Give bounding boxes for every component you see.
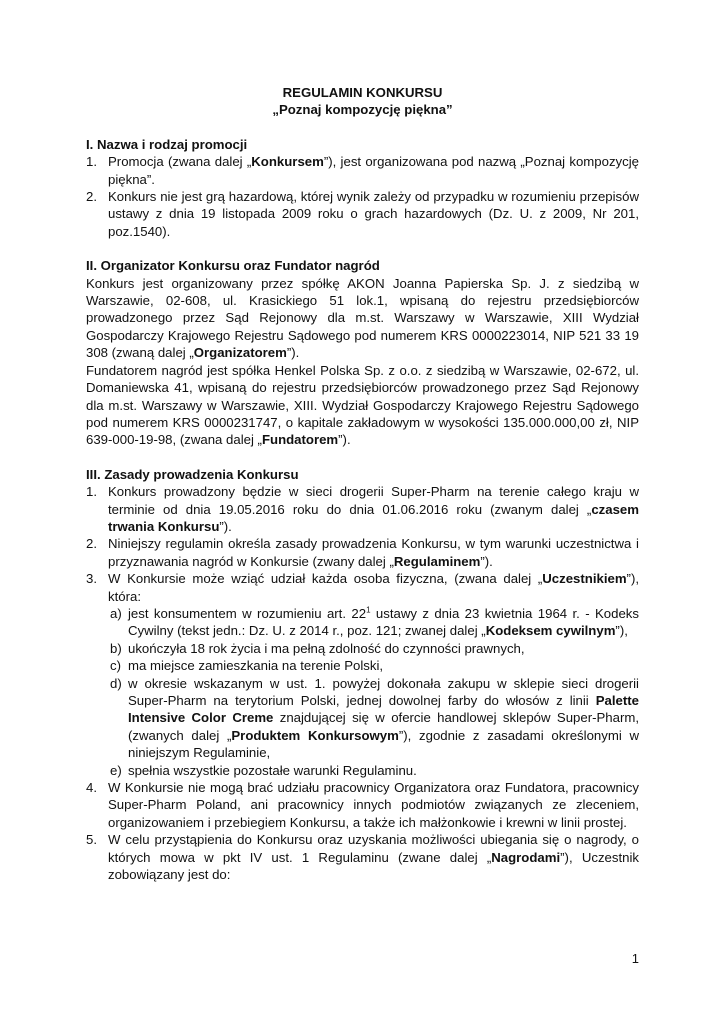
section-2-paragraph-2 (86, 362, 639, 449)
text: ma miejsce zamieszkania na terenie Polski, (128, 658, 384, 674)
text: znajdującej się w ofercie handlowej sklepów Super-Pharm, (zwanych dalej „ (128, 710, 639, 743)
text: Konkurs jest organizowany przez spółkę AKON Joanna Papierska Sp. J. z siedzibą w Warszawie, 02-608, ul. Krasickiego 51 lok.1, wpisaną do rejestru przedsiębiorców prowadzonego przez Sąd Rejonowy dla m.st. Warszawy w Warszawie, XIII Wydział Gospodarczy Krajowego Rejestru Sądowego pod numerem KRS 0000223014, NIP 521 33 19 308 (zwaną dalej „ (86, 275, 639, 361)
text: Konkurs prowadzony będzie w sieci drogerii Super-Pharm na terenie całego kraju w terminie od dnia 19.05.2016 roku do dnia 01.06.2016 roku (zwanym dalej „ (108, 484, 639, 517)
sub-item-letter: e) (110, 762, 122, 778)
text: ”). (219, 518, 232, 534)
item-number: 1. (86, 484, 97, 500)
bold-term: Organizatorem (193, 345, 287, 361)
item-number: 5. (86, 832, 97, 848)
item-number: 1. (86, 154, 97, 170)
text: W celu przystąpienia do Konkursu oraz uzyskania możliwości ubiegania się o nagrody, o których mowa w pkt IV ust. 1 Regulaminu (zwane dalej „ (108, 832, 639, 865)
sub-item-letter: d) (110, 675, 122, 691)
section-3-item-4 (86, 779, 639, 831)
section-3-item-3 (86, 570, 639, 605)
section-2-heading: II. Organizator Konkursu oraz Fundator nagród (86, 258, 380, 274)
section-3-item-3-c (86, 657, 639, 674)
text: W Konkursie może wziąć udział każda osoba fizyczna, (zwana dalej „ (108, 571, 543, 587)
text: ”), (615, 623, 628, 639)
text: Promocja (zwana dalej „ (108, 154, 252, 170)
document-title (86, 84, 639, 119)
page-number: 1 (631, 951, 639, 966)
text: ”), która: (108, 571, 639, 604)
section-1-heading: I. Nazwa i rodzaj promocji (86, 136, 248, 152)
item-number: 2. (86, 189, 97, 205)
text: spełnia wszystkie pozostałe warunki Regulaminu. (128, 762, 417, 778)
text: ustawy z dnia 23 kwietnia 1964 r. - Kodeks Cywilny (tekst jedn.: Dz. U. z 2014 r., poz. 121; zwanej dalej „ (128, 605, 639, 639)
title-line-2: „Poznaj kompozycję piękna” (272, 102, 453, 118)
bold-term: Nagrodami (491, 849, 561, 865)
title-line-1: REGULAMIN KONKURSU (282, 85, 443, 100)
bold-term: Kodeksem cywilnym (485, 623, 616, 639)
item-number: 2. (86, 536, 97, 552)
section-2-paragraph-1 (86, 275, 639, 362)
text: jest konsumentem w rozumieniu art. 22 (128, 605, 367, 621)
text: ”). (338, 432, 351, 448)
superscript: 1 (366, 605, 371, 615)
item-number: 3. (86, 571, 97, 587)
text: W Konkursie nie mogą brać udziału pracownicy Organizatora oraz Fundatora, pracownicy Super-Pharm Poland, ani pracownicy innych podmiotów związanych ze zleceniem, organizowaniem i przebiegiem Konkursu, a także ich małżonkowie i krewni w linii prostej. (108, 780, 639, 830)
bold-term: Fundatorem (261, 432, 339, 448)
item-number: 4. (86, 780, 97, 796)
section-3-item-3-d (86, 675, 639, 762)
text: ”). (286, 345, 300, 361)
bold-term: Konkursem (251, 154, 324, 170)
section-3-item-3-e (86, 762, 639, 779)
section-3-item-2 (86, 535, 639, 570)
text: Niniejszy regulamin określa zasady prowadzenia Konkursu, w tym warunki uczestnictwa i przyznawania nagród w Konkursie (zwany dalej „ (108, 536, 639, 569)
sub-item-letter: c) (110, 658, 121, 674)
bold-term: czasem trwania Konkursu (108, 501, 639, 534)
sub-item-letter: b) (110, 640, 122, 656)
text: ”). (480, 553, 493, 569)
bold-term: Uczestnikiem (542, 571, 627, 587)
text: ”), zgodnie z zasadami określonymi w niniejszym Regulaminie, (128, 727, 639, 761)
text: ”), Uczestnik zobowiązany jest do: (108, 849, 639, 883)
section-3-item-3-b (86, 640, 639, 657)
text: ukończyła 18 rok życia i ma pełną zdolność do czynności prawnych, (128, 640, 525, 656)
text: Fundatorem nagród jest spółka Henkel Polska Sp. z o.o. z siedzibą w Warszawie, 02-672, ul. Domaniewska 41, wpisaną do rejestru przedsiębiorców prowadzonego przez Sąd Rejonowy dla m.st. Warszawy w Warszawie, XIII. Wydział Gospodarczy Krajowego Rejestru Sądowego pod numerem KRS 0000231747, o kapitale zakładowym w wysokości 135.000.000,00 zł, NIP 639-000-19-98, (zwana dalej „ (86, 362, 639, 448)
section-3-item-3-a (86, 605, 639, 640)
text: w okresie wskazanym w ust. 1. powyżej dokonała zakupu w sklepie sieci drogerii Super-Pharm na terytorium Polski, jednej dowolnej farby do włosów z linii (128, 675, 639, 708)
section-3-item-1 (86, 483, 639, 535)
section-1-item-2 (86, 188, 639, 240)
text: Konkurs nie jest grą hazardową, której wynik zależy od przypadku w rozumieniu przepisów ustawy z dnia 19 listopada 2009 roku o grach hazardowych (Dz. U. z 2009, Nr 201, poz.1540). (108, 189, 639, 239)
section-1-item-1 (86, 153, 639, 188)
section-3-item-5 (86, 831, 639, 883)
bold-term: Regulaminem (393, 553, 481, 569)
bold-term: Palette Intensive Color Creme (128, 693, 639, 726)
sub-item-letter: a) (110, 605, 122, 621)
text: ”), jest organizowana pod nazwą „Poznaj kompozycję piękna”. (108, 154, 639, 187)
bold-term: Produktem Konkursowym (231, 727, 399, 743)
section-3-heading: III. Zasady prowadzenia Konkursu (86, 466, 299, 482)
